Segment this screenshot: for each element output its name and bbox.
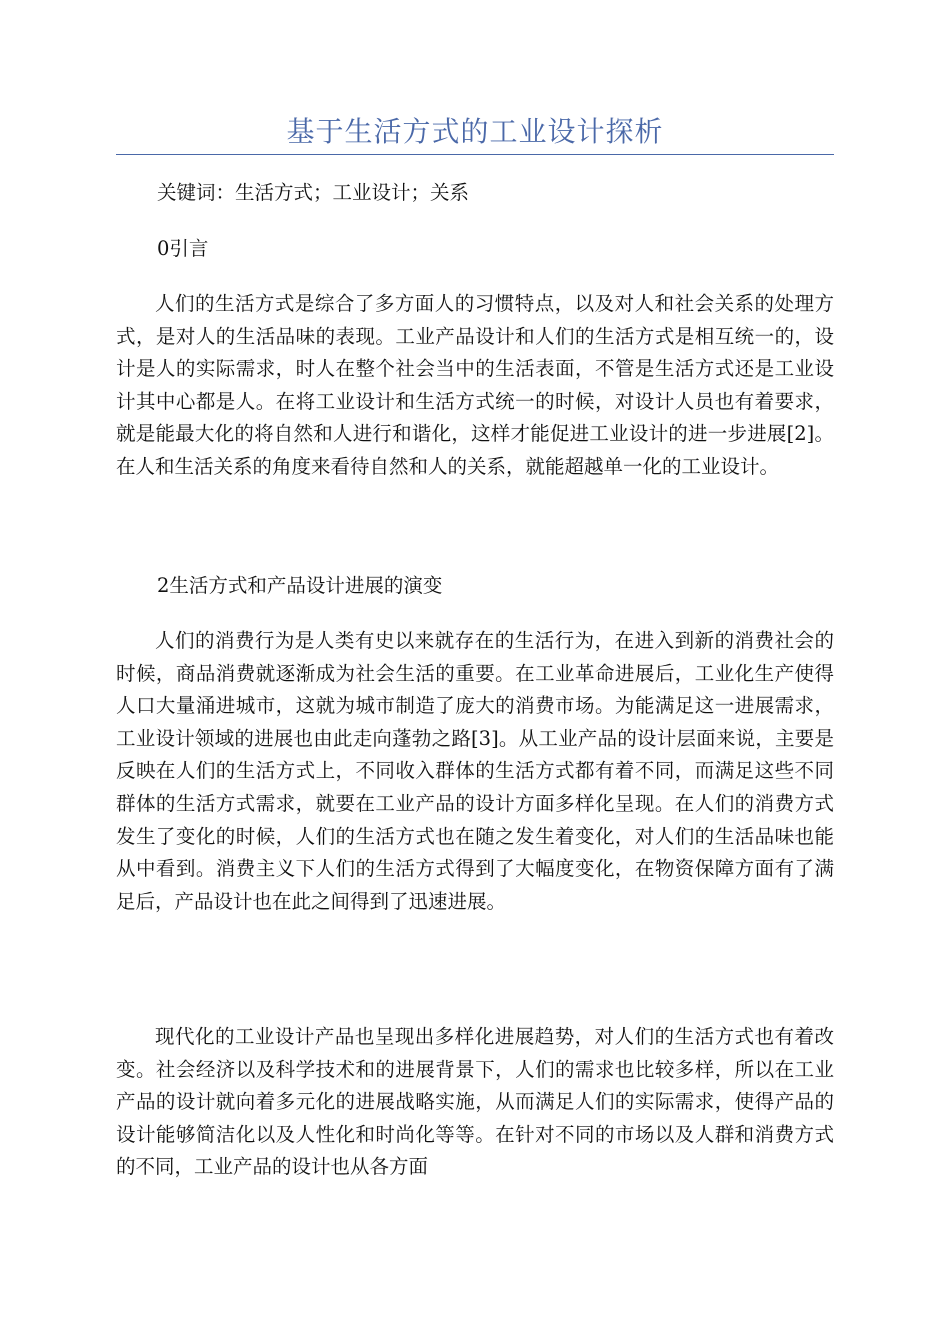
title-underline	[116, 154, 834, 155]
keywords-line: 关键词：生活方式；工业设计；关系	[157, 181, 470, 204]
paragraph-modern-design: 现代化的工业设计产品也呈现出多样化进展趋势，对人们的生活方式也有着改变。社会经济以及科学技术和的进展背景下，人们的需求也比较多样，所以在工业产品的设计就向着多元化的进展战略实施，从而满足人们的实际需求，使得产品的设计能够简洁化以及人性化和时尚化等等。在针对不同的市场以及人群和消费方式的不同，工业产品的设计也从各方面	[116, 1025, 834, 1179]
paragraph-consumption: 人们的消费行为是人类有史以来就存在的生活行为，在进入到新的消费社会的时候，商品消费就逐渐成为社会生活的重要。在工业革命进展后，工业化生产使得人口大量涌进城市，这就为城市制造了庞大的消费市场。为能满足这一进展需求，工业设计领域的进展也由此走向蓬勃之路[3]。从工业产品的设计层面来说，主要是反映在人们的生活方式上，不同收入群体的生活方式都有着不同，而满足这些不同群体的生活方式需求，就要在工业产品的设计方面多样化呈现。在人们的消费方式发生了变化的时候，人们的生活方式也在随之发生着变化，对人们的生活品味也能从中看到。消费主义下人们的生活方式得到了大幅度变化，在物资保障方面有了满足后，产品设计也在此之间得到了迅速进展。	[116, 629, 834, 913]
document-title: 基于生活方式的工业设计探析	[286, 115, 664, 148]
section-heading-evolution: 2生活方式和产品设计进展的演变	[157, 574, 443, 597]
paragraph-introduction: 人们的生活方式是综合了多方面人的习惯特点，以及对人和社会关系的处理方式，是对人的生活品味的表现。工业产品设计和人们的生活方式是相互统一的，设计是人的实际需求，时人在整个社会当中的生活表面，不管是生活方式还是工业设计其中心都是人。在将工业设计和生活方式统一的时候，对设计人员也有着要求，就是能最大化的将自然和人进行和谐化，这样才能促进工业设计的进一步进展[2]。在人和生活关系的角度来看待自然和人的关系，就能超越单一化的工业设计。	[116, 292, 834, 478]
section-heading-introduction: 0引言	[157, 237, 209, 260]
